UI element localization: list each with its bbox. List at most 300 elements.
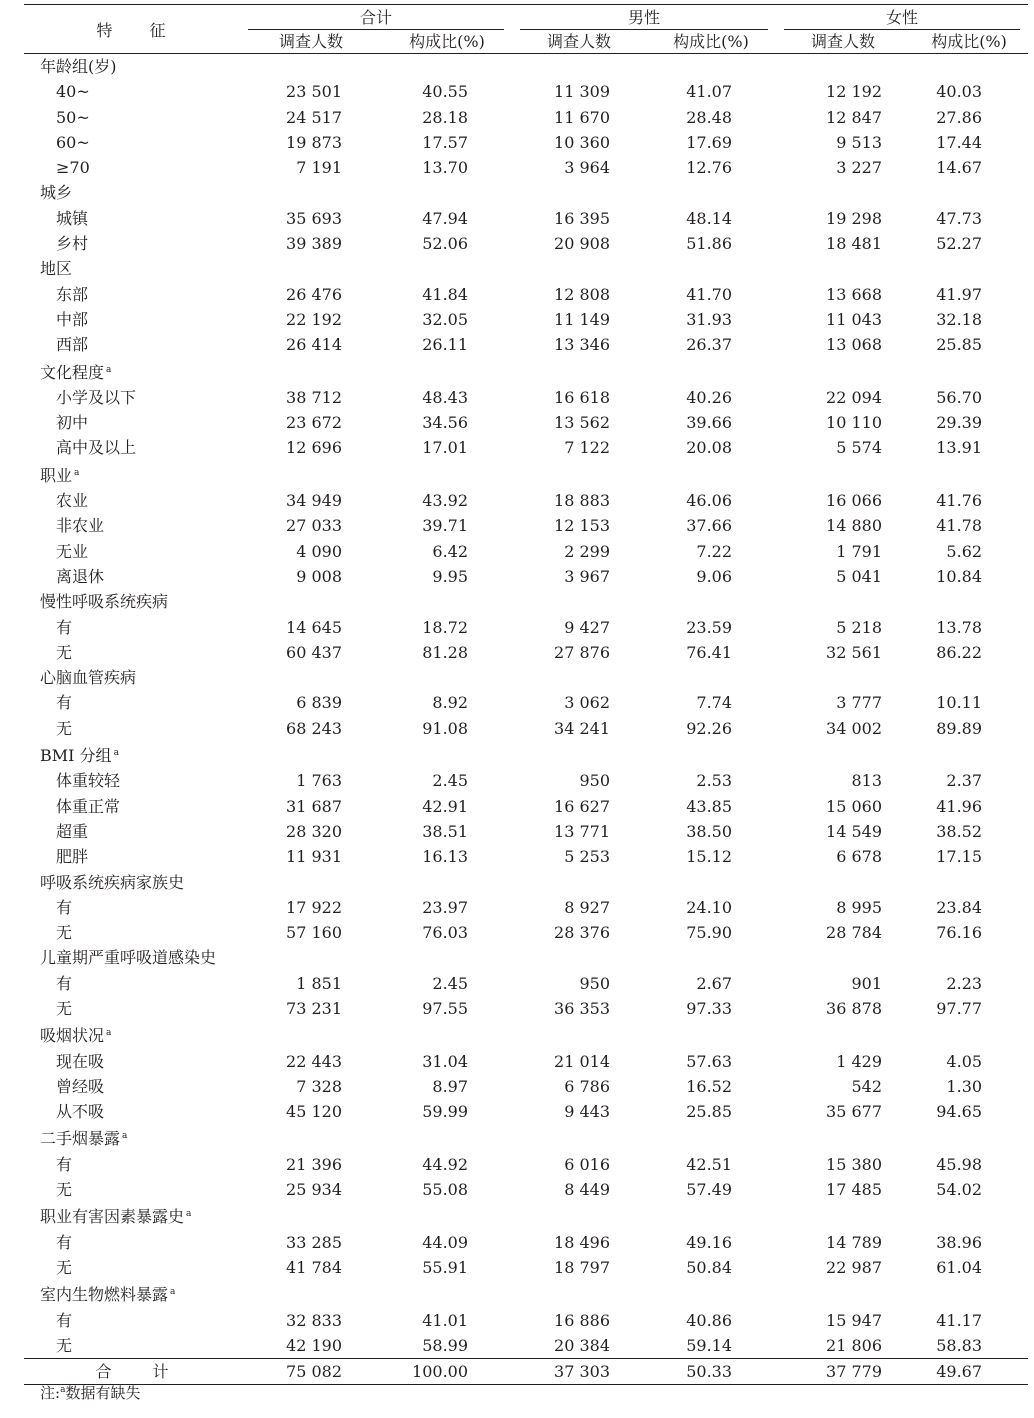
section-row [24,180,1028,205]
cell-male-pct: 40.86 [686,1310,733,1330]
table-row [24,844,1028,869]
cell-female-count: 35 677 [826,1102,883,1122]
cell-male-count: 34 241 [554,718,611,738]
section-title: BMI 分组 $^a$ [40,746,119,766]
cell-total-pct: 59.99 [422,1102,469,1122]
cell-male-count: 9 443 [564,1102,611,1122]
cell-male-count: 11 670 [554,107,611,127]
cell-female-count: 15 947 [826,1310,883,1330]
cell-female-pct: 89.89 [936,718,983,738]
cell-total-pct: 18.72 [422,617,469,637]
cell-total-pct: 43.92 [422,491,469,511]
cell-female-count: 3 777 [836,693,883,713]
cell-female-pct: 27.86 [936,107,983,127]
cell-male-count: 18 496 [554,1232,611,1252]
table-row [24,640,1028,665]
section-title: 职业有害因素暴露史 $^a$ [40,1207,192,1227]
cell-male-pct: 9.06 [696,566,733,586]
cell-female-pct: 86.22 [936,642,983,662]
section-title: 职业 $^a$ [40,465,80,485]
cell-female-count: 9 513 [836,132,883,152]
cell-total-pct: 100.00 [382,1359,512,1385]
cell-total-count: 12 696 [286,438,342,458]
cell-male-pct: 59.14 [686,1335,733,1355]
cell-total-pct: 40.55 [422,82,469,102]
cell-female-count: 22 094 [826,387,883,407]
cell-female-count: 13 068 [826,335,883,355]
section-row [24,358,1028,385]
table-row [24,435,1028,460]
cell-male-pct: 31.93 [686,309,733,329]
footnote-marker: a [113,748,119,759]
header-count: 调查人数 [240,30,382,54]
cell-female-count: 28 784 [826,923,883,943]
cell-female-pct: 97.77 [936,998,983,1018]
cell-male-count: 20 908 [554,234,611,254]
section-title: 呼吸系统疾病家族史 [40,872,185,892]
cell-female-count: 22 987 [826,1257,883,1277]
cell-total-count: 45 120 [286,1102,342,1122]
cell-total-count: 57 160 [286,923,342,943]
section-title: 二手烟暴露 $^a$ [40,1129,128,1149]
section-row [24,665,1028,690]
cell-total-count: 14 645 [286,617,342,637]
total-row [24,1359,1028,1385]
cell-female-pct: 4.05 [946,1051,983,1071]
row-label: 乡村 [56,234,89,254]
cell-total-pct: 91.08 [422,718,469,738]
cell-male-pct: 20.08 [686,438,733,458]
cell-total-pct: 48.43 [422,387,469,407]
cell-total-pct: 16.13 [422,847,469,867]
cell-female-pct: 13.91 [936,438,983,458]
cell-total-pct: 44.09 [422,1232,469,1252]
cell-total-pct: 76.03 [422,923,469,943]
cell-male-count: 28 376 [554,923,611,943]
cell-female-count: 17 485 [826,1180,883,1200]
cell-total-count: 23 672 [286,413,342,433]
cell-total-pct: 39.71 [422,516,469,536]
cell-female-count: 12 192 [826,82,883,102]
cell-female-count: 11 043 [826,309,883,329]
table-header [24,5,1028,54]
row-label: 有 [56,1232,73,1252]
cell-total-pct: 17.57 [422,132,469,152]
cell-total-count: 21 396 [286,1154,342,1174]
cell-female-pct: 40.03 [936,82,983,102]
cell-total-count: 26 476 [286,284,342,304]
cell-total-count: 4 090 [296,541,342,561]
cell-male-pct: 57.49 [686,1180,733,1200]
row-label: 小学及以下 [56,387,137,407]
row-label: 东部 [56,284,89,304]
table-row [24,564,1028,589]
cell-male-count: 16 395 [554,208,611,228]
section-row [24,1124,1028,1151]
table-row [24,690,1028,715]
cell-total-count: 32 833 [286,1310,342,1330]
row-label: 高中及以上 [56,438,137,458]
cell-male-count: 950 [579,771,611,791]
cell-male-pct: 92.26 [686,718,733,738]
cell-male-count: 5 253 [564,847,611,867]
cell-female-count: 542 [851,1076,883,1096]
row-label: 有 [56,973,73,993]
cell-male-count: 18 797 [554,1257,611,1277]
cell-female-pct: 94.65 [936,1102,983,1122]
cell-total-count: 25 934 [286,1180,342,1200]
section-title: 室内生物燃料暴露 $^a$ [40,1285,176,1305]
cell-female-pct: 23.84 [936,897,983,917]
row-label: 40~ [56,82,90,102]
cell-total-pct: 13.70 [422,158,469,178]
cell-female-pct: 10.11 [936,693,983,713]
cell-female-count: 34 002 [826,718,883,738]
header-count: 调查人数 [776,30,910,54]
cell-female-pct: 41.76 [936,491,983,511]
table-row [24,1074,1028,1099]
table-row [24,1308,1028,1333]
cell-female-pct: 2.37 [946,771,983,791]
row-label: 有 [56,897,73,917]
cell-male-count: 12 153 [554,516,611,536]
table-row [24,971,1028,996]
cell-total-pct: 55.91 [422,1257,469,1277]
header-group-female: 女性 [776,5,1028,31]
cell-male-count: 18 883 [554,491,611,511]
cell-male-pct: 25.85 [686,1102,733,1122]
cell-total-count: 7 328 [296,1076,342,1096]
cell-female-count: 16 066 [826,491,883,511]
cell-female-pct: 54.02 [936,1180,983,1200]
cell-total-pct: 58.99 [422,1335,469,1355]
cell-total-pct: 41.84 [422,284,469,304]
footnote-marker: a [122,1131,128,1142]
cell-female-pct: 58.83 [936,1335,983,1355]
section-title: 地区 [40,259,73,279]
data-table [24,4,1028,1385]
cell-male-pct: 51.86 [686,234,733,254]
cell-total-pct: 26.11 [422,335,469,355]
cell-total-pct: 47.94 [422,208,469,228]
row-label: 60~ [56,132,90,152]
table-row [24,819,1028,844]
table-row [24,895,1028,920]
cell-male-count: 20 384 [554,1335,611,1355]
section-title: 文化程度 $^a$ [40,362,112,382]
cell-male-count: 13 562 [554,413,611,433]
cell-male-count: 9 427 [564,617,611,637]
section-title: 年龄组(岁) [40,57,117,76]
cell-female-count: 32 561 [826,642,883,662]
cell-female-count: 19 298 [826,208,883,228]
cell-female-pct: 38.96 [936,1232,983,1252]
cell-male-count: 27 876 [554,642,611,662]
row-label: 有 [56,617,73,637]
cell-female-count: 37 779 [776,1359,910,1385]
row-label: 非农业 [56,516,105,536]
cell-male-pct: 7.22 [696,541,733,561]
cell-female-count: 813 [851,771,883,791]
cell-total-pct: 34.56 [422,413,469,433]
cell-male-count: 3 967 [564,566,611,586]
table-row [24,282,1028,307]
cell-male-pct: 50.33 [646,1359,776,1385]
cell-male-count: 16 618 [554,387,611,407]
section-title: 心脑血管疾病 [40,668,137,688]
cell-female-pct: 61.04 [936,1257,983,1277]
table-row [24,539,1028,564]
cell-female-count: 901 [851,973,883,993]
table-row [24,231,1028,256]
cell-male-count: 16 886 [554,1310,611,1330]
cell-male-pct: 16.52 [686,1076,733,1096]
cell-male-pct: 46.06 [686,491,733,511]
cell-total-count: 22 443 [286,1051,342,1071]
cell-total-count: 1 851 [296,973,342,993]
cell-total-count: 68 243 [286,718,342,738]
table-row [24,79,1028,104]
cell-male-count: 36 353 [554,998,611,1018]
footnote-marker: a [186,1209,192,1220]
row-label: 现在吸 [56,1051,105,1071]
cell-male-pct: 12.76 [686,158,733,178]
table-body [24,54,1028,1359]
section-title: 慢性呼吸系统疾病 [40,592,169,612]
row-label: 无 [56,1335,73,1355]
row-label: 无 [56,718,73,738]
cell-total-pct: 2.45 [432,973,469,993]
cell-total-pct: 6.42 [432,541,469,561]
cell-total-count: 35 693 [286,208,342,228]
cell-female-pct: 38.52 [936,821,983,841]
table-row [24,1230,1028,1255]
section-row [24,54,1028,80]
row-label: 离退休 [56,566,105,586]
row-label: 超重 [56,821,89,841]
table-row [24,105,1028,130]
cell-male-pct: 39.66 [686,413,733,433]
section-row [24,256,1028,281]
cell-male-pct: 15.12 [686,847,733,867]
cell-total-pct: 42.91 [422,796,469,816]
cell-female-count: 8 995 [836,897,883,917]
cell-female-count: 1 791 [836,541,883,561]
cell-male-pct: 40.26 [686,387,733,407]
cell-female-pct: 41.96 [936,796,983,816]
cell-male-pct: 43.85 [686,796,733,816]
table-row [24,488,1028,513]
cell-male-pct: 28.48 [686,107,733,127]
cell-female-count: 21 806 [826,1335,883,1355]
cell-female-pct: 17.15 [936,847,983,867]
cell-total-count: 38 712 [286,387,342,407]
cell-male-count: 3 964 [564,158,611,178]
row-label: 体重较轻 [56,771,121,791]
cell-male-count: 950 [579,973,611,993]
section-row [24,945,1028,970]
header-pct: 构成比(%) [382,30,512,54]
cell-female-pct: 17.44 [936,132,983,152]
cell-female-pct: 47.73 [936,208,983,228]
cell-total-count: 17 922 [286,897,342,917]
cell-female-count: 12 847 [826,107,883,127]
row-label: 城镇 [56,208,89,228]
cell-male-pct: 24.10 [686,897,733,917]
header-count: 调查人数 [512,30,646,54]
cell-male-count: 8 927 [564,897,611,917]
cell-female-count: 36 878 [826,998,883,1018]
cell-male-count: 12 808 [554,284,611,304]
table-row [24,307,1028,332]
table-row [24,1099,1028,1124]
row-label: 有 [56,1154,73,1174]
cell-female-pct: 10.84 [936,566,983,586]
section-title: 城乡 [40,183,73,203]
cell-total-count: 42 190 [286,1335,342,1355]
cell-male-pct: 17.69 [686,132,733,152]
cell-total-count: 23 501 [286,82,342,102]
cell-total-pct: 44.92 [422,1154,469,1174]
cell-total-pct: 17.01 [422,438,469,458]
row-label: 50~ [56,107,90,127]
cell-total-count: 31 687 [286,796,342,816]
cell-total-count: 34 949 [286,491,342,511]
cell-female-pct: 2.23 [946,973,983,993]
cell-male-pct: 50.84 [686,1257,733,1277]
section-row [24,870,1028,895]
row-label: 初中 [56,413,89,433]
cell-male-pct: 48.14 [686,208,733,228]
cell-male-count: 7 122 [564,438,611,458]
row-label: ≥70 [56,158,90,178]
cell-total-pct: 41.01 [422,1310,469,1330]
section-row [24,461,1028,488]
row-label: 体重正常 [56,796,121,816]
cell-total-count: 19 873 [286,132,342,152]
cell-male-count: 16 627 [554,796,611,816]
cell-total-pct: 8.92 [432,693,469,713]
row-label: 从不吸 [56,1102,105,1122]
cell-male-count: 2 299 [564,541,611,561]
cell-male-count: 13 771 [554,821,611,841]
table-row [24,410,1028,435]
cell-female-count: 14 549 [826,821,883,841]
cell-total-pct: 23.97 [422,897,469,917]
cell-total-count: 75 082 [240,1359,382,1385]
cell-male-count: 11 309 [554,82,611,102]
cell-female-pct: 29.39 [936,413,983,433]
cell-male-pct: 41.70 [686,284,733,304]
cell-total-pct: 8.97 [432,1076,469,1096]
table-row [24,1255,1028,1280]
cell-total-count: 39 389 [286,234,342,254]
section-row [24,1021,1028,1048]
cell-male-pct: 2.67 [696,973,733,993]
header-pct: 构成比(%) [646,30,776,54]
table-row [24,920,1028,945]
row-label: 无 [56,642,73,662]
cell-female-count: 18 481 [826,234,883,254]
cell-total-pct: 32.05 [422,309,469,329]
cell-male-count: 6 786 [564,1076,611,1096]
cell-total-count: 22 192 [286,309,342,329]
cell-female-pct: 14.67 [936,158,983,178]
table-row [24,1152,1028,1177]
section-row [24,1202,1028,1229]
cell-total-count: 27 033 [286,516,342,536]
cell-total-pct: 28.18 [422,107,469,127]
footnote-marker: a [106,364,112,375]
cell-total-count: 33 285 [286,1232,342,1252]
footnote-marker: a [170,1287,176,1298]
cell-male-pct: 37.66 [686,516,733,536]
cell-female-count: 15 060 [826,796,883,816]
table-row [24,1177,1028,1202]
cell-male-pct: 42.51 [686,1154,733,1174]
footnote: 注:$^a$数据有缺失 [40,1384,141,1402]
row-label: 农业 [56,491,89,511]
cell-total-pct: 9.95 [432,566,469,586]
section-title: 吸烟状况 $^a$ [40,1026,112,1046]
cell-female-count: 6 678 [836,847,883,867]
row-label: 无 [56,1180,73,1200]
header-group-total: 合计 [240,5,512,31]
cell-total-pct: 2.45 [432,771,469,791]
row-label: 曾经吸 [56,1076,105,1096]
section-row [24,589,1028,614]
row-label: 无 [56,1257,73,1277]
cell-total-count: 6 839 [296,693,342,713]
cell-total-pct: 38.51 [422,821,469,841]
cell-female-pct: 25.85 [936,335,983,355]
cell-male-pct: 57.63 [686,1051,733,1071]
table-row [24,332,1028,357]
cell-total-count: 28 320 [286,821,342,841]
row-label: 有 [56,693,73,713]
header-pct: 构成比(%) [910,30,1028,54]
table-row [24,1049,1028,1074]
footnote-marker: a [74,467,80,478]
cell-male-count: 6 016 [564,1154,611,1174]
table-row [24,768,1028,793]
cell-male-count: 8 449 [564,1180,611,1200]
cell-female-pct: 1.30 [946,1076,983,1096]
cell-female-pct: 41.78 [936,516,983,536]
cell-total-count: 24 517 [286,107,342,127]
table-row [24,385,1028,410]
cell-total-count: 9 008 [296,566,342,586]
cell-male-pct: 75.90 [686,923,733,943]
cell-female-count: 15 380 [826,1154,883,1174]
cell-total-count: 41 784 [286,1257,342,1277]
cell-female-count: 3 227 [836,158,883,178]
cell-male-pct: 76.41 [686,642,733,662]
row-label: 无 [56,998,73,1018]
total-label: 合 计 [24,1359,240,1385]
cell-total-count: 60 437 [286,642,342,662]
cell-male-count: 21 014 [554,1051,611,1071]
section-row [24,741,1028,768]
cell-female-pct: 76.16 [936,923,983,943]
cell-total-count: 7 191 [296,158,342,178]
cell-female-pct: 41.17 [936,1310,983,1330]
cell-male-count: 10 360 [554,132,611,152]
cell-female-count: 5 218 [836,617,883,637]
cell-total-pct: 81.28 [422,642,469,662]
cell-female-pct: 45.98 [936,1154,983,1174]
header-feature: 特 征 [24,5,240,54]
